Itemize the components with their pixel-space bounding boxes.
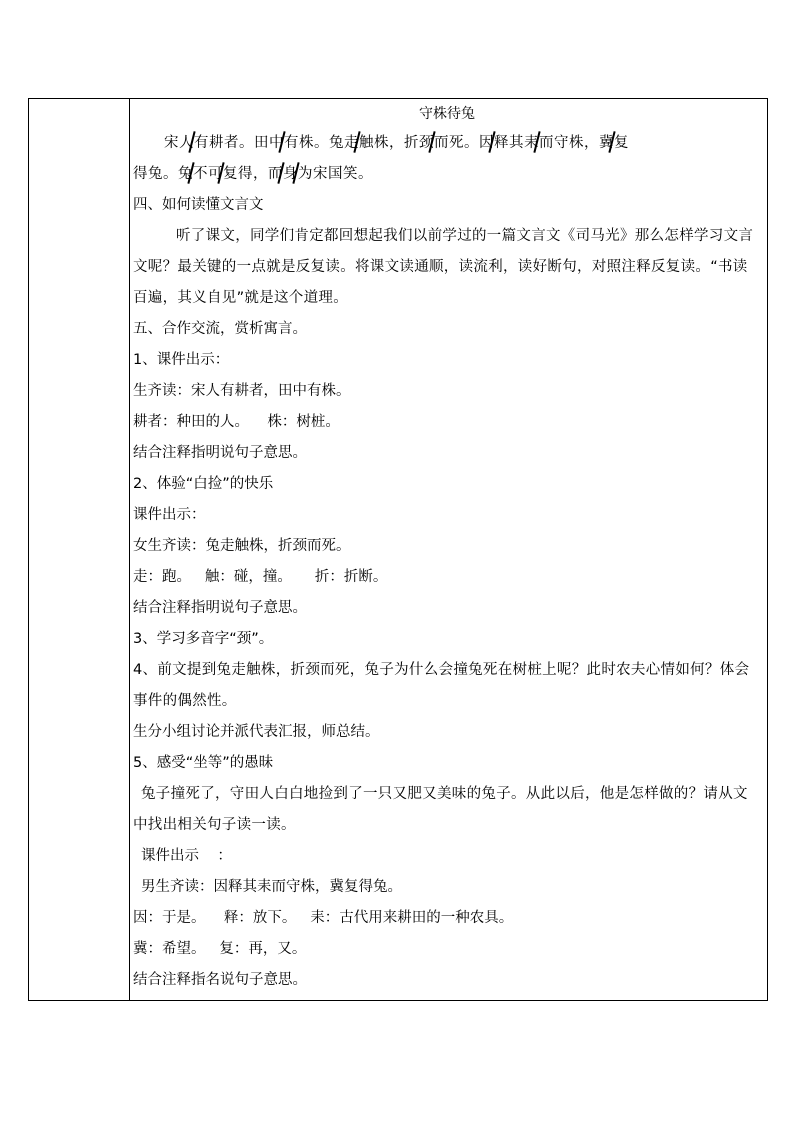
- item-2-explain: 结合注释指明说句子意思。: [133, 600, 307, 616]
- section-4-paragraph: 听了课文，同学们肯定都回想起我们以前学过的一篇文言文《司马光》那么怎样学习文言文呢？最关键的一点就是反复读。将课文读通顺，读流利，读好断句，对照注释反复读。“书读百遍，其义自见”就是这个道理。: [133, 228, 754, 306]
- item-4: 4、前文提到兔走触株，折颈而死，兔子为什么会撞兔死在树桩上呢？此时农夫心情如何？体会事件的偶然性。: [133, 662, 750, 709]
- item-2-show: 课件出示：: [133, 507, 206, 523]
- item-4-group: 生分小组讨论并派代表汇报，师总结。: [133, 724, 380, 740]
- item-2-read: 女生齐读：兔走触株，折颈而死。: [133, 538, 351, 554]
- item-1-explain: 结合注释指明说句子意思。: [133, 445, 307, 461]
- section-5-heading: 五、合作交流，赏析寓言。: [133, 321, 307, 337]
- item-1-note: 耕者：种田的人。 株：树桩。: [133, 414, 340, 430]
- item-5-paragraph: 兔子撞死了，守田人白白地捡到了一只又肥又美味的兔子。从此以后，他是怎样做的？请从文中找出相关句子读一读。: [133, 786, 748, 833]
- page-title: 守株待兔: [419, 106, 475, 122]
- section-4-heading: 四、如何读懂文言文: [133, 197, 264, 213]
- item-5-note-1: 因：于是。 释：放下。 耒：古代用来耕田的一种农具。: [133, 910, 514, 926]
- item-5: 5、感受“坐等”的愚昧: [133, 755, 274, 771]
- item-2-note: 走：跑。 触：碰，撞。 折：折断。: [133, 569, 388, 585]
- table-column-divider: [129, 99, 130, 1000]
- original-text-line-1: 宋人有耕者。田中有株。兔走触株，折颈而死。因释其耒而守株，冀复: [164, 135, 629, 151]
- item-1: 1、课件出示：: [133, 352, 230, 368]
- item-1-read: 生齐读：宋人有耕者，田中有株。: [133, 383, 351, 399]
- item-3: 3、学习多音字“颈”。: [133, 631, 274, 647]
- item-5-note-2: 冀：希望。 复：再，又。: [133, 941, 307, 957]
- item-5-show: 课件出示 ：: [141, 848, 232, 864]
- original-text-line-2: 得兔。兔不可复得，而身为宋国笑。: [133, 166, 373, 182]
- item-5-read: 男生齐读：因释其耒而守株，冀复得兔。: [141, 879, 402, 895]
- lesson-content: [133, 100, 761, 996]
- item-5-explain: 结合注释指名说句子意思。: [133, 972, 307, 988]
- item-2: 2、体验“白捡”的快乐: [133, 476, 274, 492]
